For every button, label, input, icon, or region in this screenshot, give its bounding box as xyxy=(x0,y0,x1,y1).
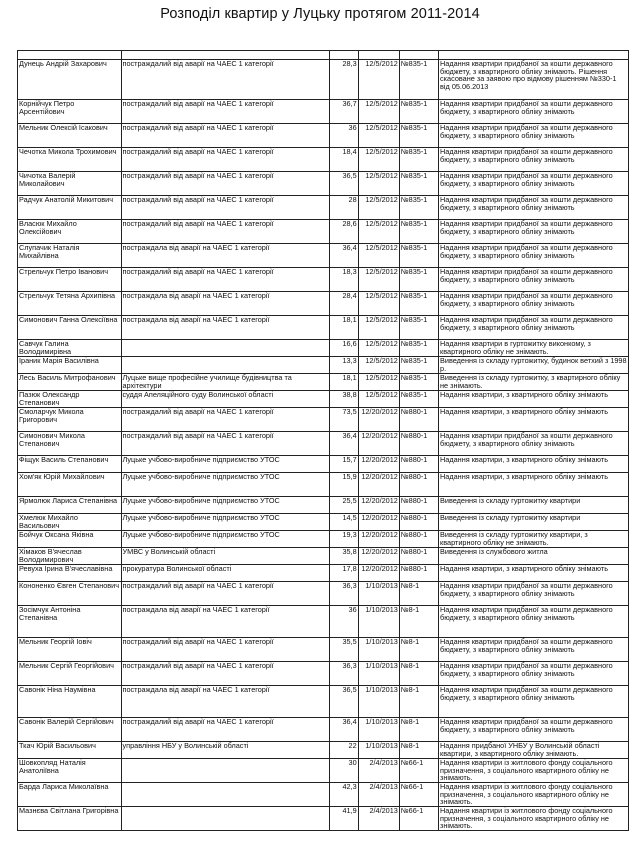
decision-number-cell: №880-1 xyxy=(399,432,438,456)
note-cell: Надання квартири придбаної за кошти державного бюджету, з квартирного обліку знімають xyxy=(439,662,629,686)
table-row xyxy=(18,357,629,374)
category-cell: постраждалий від аварії на ЧАЕС 1 категорії xyxy=(121,638,329,662)
category-cell xyxy=(121,340,329,357)
area-cell: 36 xyxy=(329,124,358,148)
decision-date-cell: 1/10/2013 xyxy=(358,662,399,686)
area-cell: 18,4 xyxy=(329,148,358,172)
table-row xyxy=(18,60,629,100)
decision-date-cell: 1/10/2013 xyxy=(358,582,399,606)
document-title: Розподіл квартир у Луцьку протягом 2011-2014 xyxy=(160,6,480,22)
decision-date-cell: 1/10/2013 xyxy=(358,606,399,638)
area-cell: 28,4 xyxy=(329,292,358,316)
decision-number-cell: №8-1 xyxy=(399,582,438,606)
header-cell xyxy=(18,51,122,60)
decision-number-cell: №835-1 xyxy=(399,60,438,100)
table-row xyxy=(18,196,629,220)
area-cell: 36 xyxy=(329,606,358,638)
table-row xyxy=(18,514,629,531)
resident-name-cell: Симонович Микола Степанович xyxy=(18,432,122,456)
resident-name-cell: Стрельчук Тетяна Архипівна xyxy=(18,292,122,316)
decision-number-cell: №835-1 xyxy=(399,172,438,196)
decision-number-cell: №8-1 xyxy=(399,662,438,686)
area-cell: 25,5 xyxy=(329,497,358,514)
table-row xyxy=(18,718,629,742)
note-cell: Надання квартири придбаної за кошти державного бюджету, з квартирного обліку знімають xyxy=(439,100,629,124)
area-cell: 38,8 xyxy=(329,391,358,408)
resident-name-cell: Ярмолюк Лариса Степанівна xyxy=(18,497,122,514)
resident-name-cell: Симонович Ганна Олексіївна xyxy=(18,316,122,340)
area-cell: 15,7 xyxy=(329,456,358,473)
note-cell: Надання придбаної УНБУ у Волинській області квартири, з квартирного обліку знімають. xyxy=(439,742,629,759)
note-cell: Надання квартири придбаної за кошти державного бюджету, з квартирного обліку знімають. Рішення скасоване за заявою про відмову рішенням №330-1 від 05.06.2013 xyxy=(439,60,629,100)
category-cell xyxy=(121,759,329,783)
area-cell: 17,8 xyxy=(329,565,358,582)
note-cell: Надання квартири придбаної за кошти державного бюджету, з квартирного обліку знімають xyxy=(439,292,629,316)
decision-number-cell: №880-1 xyxy=(399,548,438,565)
table-row xyxy=(18,742,629,759)
note-cell: Надання квартири придбаної за кошти державного бюджету, з квартирного обліку знімають xyxy=(439,316,629,340)
category-cell: УМВС у Волинській області xyxy=(121,548,329,565)
area-cell: 18,1 xyxy=(329,374,358,391)
note-cell: Виведення із складу гуртожитку, будинок ветхий з 1998 р. xyxy=(440,356,627,373)
decision-date-cell: 12/5/2012 xyxy=(358,220,399,244)
category-cell: постраждалий від аварії на ЧАЕС 1 категорії xyxy=(121,220,329,244)
note-cell: Надання квартири, з квартирного обліку знімають xyxy=(439,473,629,497)
category-cell: Луцьке учбово-виробниче підприємство УТОС xyxy=(121,531,329,548)
decision-date-cell: 2/4/2013 xyxy=(358,783,399,807)
decision-number-cell: №880-1 xyxy=(399,514,438,531)
decision-date-cell: 12/5/2012 xyxy=(358,340,399,357)
resident-name-cell: Радчук Анатолій Микитович xyxy=(18,196,122,220)
decision-date-cell: 12/20/2012 xyxy=(358,408,399,432)
header-cell xyxy=(329,51,358,60)
category-cell: постраждалий від аварії на ЧАЕС 1 категорії xyxy=(121,432,329,456)
category-cell: Луцьке вище професійне училище будівництва та архітектури xyxy=(121,374,329,391)
resident-name-cell: Корнійчук Петро Арсентійович xyxy=(18,100,122,124)
area-cell: 42,3 xyxy=(329,783,358,807)
decision-date-cell: 2/4/2013 xyxy=(358,807,399,831)
table-row xyxy=(18,548,629,565)
resident-name-cell: Ткач Юрій Васильович xyxy=(18,742,122,759)
decision-number-cell: №8-1 xyxy=(399,686,438,718)
decision-number-cell: №835-1 xyxy=(399,196,438,220)
area-cell: 35,8 xyxy=(329,548,358,565)
resident-name-cell: Власюк Михайло Олексійович xyxy=(18,220,122,244)
resident-name-cell: Савонік Валерій Сергійович xyxy=(18,718,122,742)
decision-number-cell: №66-1 xyxy=(399,759,438,783)
header-cell xyxy=(439,51,629,60)
category-cell: постраждалий від аварії на ЧАЕС 1 категорії xyxy=(121,718,329,742)
table-row xyxy=(18,497,629,514)
table-row xyxy=(18,807,629,831)
table-row xyxy=(18,148,629,172)
area-cell: 36,3 xyxy=(329,662,358,686)
area-cell: 28,6 xyxy=(329,220,358,244)
table-row xyxy=(18,456,629,473)
resident-name-cell: Барда Лариса Миколаївна xyxy=(18,783,122,807)
category-cell: постраждала від аварії на ЧАЕС 1 категорії xyxy=(121,244,329,268)
note-cell: Виведення із складу гуртожитку, з квартирного обліку не знімають. xyxy=(439,374,629,391)
decision-number-cell: №880-1 xyxy=(399,456,438,473)
area-cell: 18,1 xyxy=(329,316,358,340)
table-row xyxy=(18,759,629,783)
decision-date-cell: 12/20/2012 xyxy=(358,432,399,456)
resident-name-cell: Лесь Василь Митрофанович xyxy=(18,374,122,391)
decision-number-cell: №835-1 xyxy=(399,292,438,316)
area-cell: 19,3 xyxy=(329,531,358,548)
note-cell: Надання квартири придбаної за кошти державного бюджету, з квартирного обліку знімають xyxy=(439,124,629,148)
area-cell: 41,9 xyxy=(329,807,358,831)
table-row xyxy=(18,316,629,340)
resident-name-cell: Стрельчук Петро Іванович xyxy=(18,268,122,292)
decision-date-cell: 12/20/2012 xyxy=(358,514,399,531)
area-cell: 36,5 xyxy=(329,686,358,718)
category-cell: постраждалий від аварії на ЧАЕС 1 категорії xyxy=(121,408,329,432)
decision-date-cell: 12/20/2012 xyxy=(358,497,399,514)
table-row xyxy=(18,531,629,548)
note-cell: Надання квартири із житлового фонду соціального призначення, з соціального квартирного обліку не знімають. xyxy=(439,759,629,783)
resident-name-cell: Бойчук Оксана Яківна xyxy=(18,531,122,548)
note-cell: Виведення із складу гуртожитку квартири, з квартирного обліку не знімають. xyxy=(439,531,629,548)
resident-name-cell: Хом'як Юрій Михайлович xyxy=(18,473,122,497)
note-cell: Надання квартири придбаної за кошти державного бюджету, з квартирного обліку знімають xyxy=(439,718,629,742)
note-cell: Надання квартири придбаної за кошти державного бюджету, з квартирного обліку знімають xyxy=(439,220,629,244)
category-cell: постраждалий від аварії на ЧАЕС 1 категорії xyxy=(121,172,329,196)
resident-name-cell: Чечотка Микола Трохимович xyxy=(18,148,122,172)
resident-name-cell: Хмелюк Михайло Васильович xyxy=(18,514,122,531)
category-cell: постраждалий від аварії на ЧАЕС 1 категорії xyxy=(121,148,329,172)
area-cell: 13,3 xyxy=(329,357,358,374)
decision-date-cell: 12/20/2012 xyxy=(358,548,399,565)
decision-number-cell: №835-1 xyxy=(399,340,438,357)
note-cell: Надання квартири із житлового фонду соціального призначення, з соціального квартирного обліку не знімають. xyxy=(439,783,629,807)
note-cell: Надання квартири придбаної за кошти державного бюджету, з квартирного обліку знімають xyxy=(439,244,629,268)
category-cell: постраждалий від аварії на ЧАЕС 1 категорії xyxy=(121,268,329,292)
category-cell: Луцьке учбово-виробниче підприємство УТОС xyxy=(121,514,329,531)
resident-name-cell: Мельник Георгій Іовіч xyxy=(18,638,122,662)
decision-number-cell: №835-1 xyxy=(399,391,438,408)
category-cell: прокуратура Волинської області xyxy=(121,565,329,582)
category-cell: Луцьке учбово-виробниче підприємство УТОС xyxy=(121,497,329,514)
area-cell: 36,3 xyxy=(329,582,358,606)
table-row xyxy=(18,391,629,408)
decision-date-cell: 12/5/2012 xyxy=(358,172,399,196)
resident-name-cell: Смоларчук Микола Григорович xyxy=(18,408,122,432)
category-cell: Луцьке учбово-виробниче підприємство УТОС xyxy=(121,456,329,473)
decision-date-cell: 12/5/2012 xyxy=(358,292,399,316)
area-cell: 35,5 xyxy=(329,638,358,662)
note-cell: Надання квартири, з квартирного обліку знімають xyxy=(439,408,629,432)
table-row xyxy=(18,582,629,606)
category-cell: постраждалий від аварії на ЧАЕС 1 категорії xyxy=(121,196,329,220)
table-row xyxy=(18,432,629,456)
table-row xyxy=(18,606,629,638)
note-cell: Надання квартири, з квартирного обліку знімають xyxy=(439,456,629,473)
decision-number-cell: №880-1 xyxy=(399,565,438,582)
decision-number-cell: №835-1 xyxy=(399,148,438,172)
resident-name-cell: Дунець Андрій Захарович xyxy=(18,60,122,100)
decision-number-cell: №8-1 xyxy=(399,638,438,662)
note-cell: Надання квартири придбаної за кошти державного бюджету, з квартирного обліку знімають xyxy=(439,172,629,196)
allocation-table-body xyxy=(18,51,629,831)
allocation-table-container xyxy=(17,50,629,860)
table-row xyxy=(18,374,629,391)
area-cell: 36,5 xyxy=(329,172,358,196)
header-cell xyxy=(358,51,399,60)
table-row xyxy=(18,292,629,316)
area-cell: 22 xyxy=(329,742,358,759)
decision-number-cell: №66-1 xyxy=(399,783,438,807)
note-cell: Надання квартири в гуртожитку виконкому, з квартирного обліку не знімають. xyxy=(439,340,629,357)
category-cell: суддя Апеляційного суду Волинської області xyxy=(121,391,329,408)
decision-number-cell: №8-1 xyxy=(399,606,438,638)
category-cell: постраждала від аварії на ЧАЕС 1 категорії xyxy=(121,686,329,718)
note-cell: Надання квартири придбаної за кошти державного бюджету, з квартирного обліку знімають xyxy=(439,432,629,456)
header-cell xyxy=(121,51,329,60)
category-cell xyxy=(121,357,329,374)
decision-number-cell: №835-1 xyxy=(399,100,438,124)
decision-date-cell: 12/5/2012 xyxy=(358,374,399,391)
table-row xyxy=(18,783,629,807)
decision-number-cell: №835-1 xyxy=(399,220,438,244)
note-cell: Надання квартири придбаної за кошти державного бюджету, з квартирного обліку знімають xyxy=(439,148,629,172)
decision-number-cell: №835-1 xyxy=(399,244,438,268)
resident-name-cell: Мельник Сергій Георгійович xyxy=(18,662,122,686)
note-cell: Надання квартири, з квартирного обліку знімають xyxy=(439,391,629,408)
decision-number-cell: №66-1 xyxy=(399,807,438,831)
table-row xyxy=(18,565,629,582)
area-cell: 36,4 xyxy=(329,718,358,742)
note-cell: Надання квартири, з квартирного обліку знімають xyxy=(439,565,629,582)
decision-number-cell: №835-1 xyxy=(399,268,438,292)
decision-date-cell: 12/5/2012 xyxy=(358,196,399,220)
note-cell: Виведення із складу гуртожитку квартири xyxy=(439,497,629,514)
decision-date-cell: 12/5/2012 xyxy=(358,244,399,268)
area-cell: 36,4 xyxy=(329,432,358,456)
resident-name-cell: Зосімчук Антоніна Степанівна xyxy=(18,606,122,638)
category-cell: постраждалий від аварії на ЧАЕС 1 категорії xyxy=(121,124,329,148)
area-cell: 28 xyxy=(329,196,358,220)
decision-number-cell: №880-1 xyxy=(399,408,438,432)
category-cell: постраждала від аварії на ЧАЕС 1 категорії xyxy=(121,292,329,316)
decision-date-cell: 12/5/2012 xyxy=(358,148,399,172)
table-row xyxy=(18,172,629,196)
table-row xyxy=(18,473,629,497)
resident-name-cell: Слупачик Наталія Михайлівна xyxy=(18,244,122,268)
table-row xyxy=(18,638,629,662)
table-row xyxy=(18,686,629,718)
resident-name-cell: Шовкопляд Наталія Анатоліївна xyxy=(18,759,122,783)
decision-date-cell: 1/10/2013 xyxy=(358,686,399,718)
decision-date-cell: 12/5/2012 xyxy=(358,268,399,292)
decision-date-cell: 1/10/2013 xyxy=(358,718,399,742)
note-cell: Надання квартири придбаної за кошти державного бюджету, з квартирного обліку знімають xyxy=(439,638,629,662)
category-cell: постраждалий від аварії на ЧАЕС 1 категорії xyxy=(121,60,329,100)
decision-date-cell: 1/10/2013 xyxy=(358,638,399,662)
decision-number-cell: №835-1 xyxy=(399,316,438,340)
resident-name-cell: Пазюк Олександр Степанович xyxy=(18,391,122,408)
area-cell: 28,3 xyxy=(329,60,358,100)
resident-name-cell: Мазнєва Світлана Григорівна xyxy=(18,807,122,831)
decision-date-cell: 12/5/2012 xyxy=(358,100,399,124)
decision-number-cell: №835-1 xyxy=(399,124,438,148)
decision-date-cell: 12/20/2012 xyxy=(358,456,399,473)
decision-number-cell: №8-1 xyxy=(399,718,438,742)
area-cell: 14,5 xyxy=(329,514,358,531)
table-row xyxy=(18,340,629,357)
decision-date-cell: 12/20/2012 xyxy=(358,531,399,548)
category-cell: управління НБУ у Волинській області xyxy=(121,742,329,759)
table-row xyxy=(18,220,629,244)
decision-number-cell: №880-1 xyxy=(399,497,438,514)
decision-date-cell: 12/5/2012 xyxy=(358,316,399,340)
decision-date-cell: 12/5/2012 xyxy=(358,60,399,100)
header-cell xyxy=(399,51,438,60)
decision-date-cell: 12/5/2012 xyxy=(358,124,399,148)
decision-number-cell: №835-1 xyxy=(399,357,438,374)
category-cell: постраждала від аварії на ЧАЕС 1 категорії xyxy=(121,606,329,638)
category-cell xyxy=(121,783,329,807)
area-cell: 36,4 xyxy=(329,244,358,268)
area-cell: 15,9 xyxy=(329,473,358,497)
category-cell: постраждала від аварії на ЧАЕС 1 категорії xyxy=(121,316,329,340)
resident-name-cell: Іраник Марія Василівна xyxy=(18,357,122,374)
decision-date-cell: 2/4/2013 xyxy=(358,759,399,783)
area-cell: 18,3 xyxy=(329,268,358,292)
decision-date-cell: 12/5/2012 xyxy=(358,357,399,374)
decision-number-cell: №8-1 xyxy=(399,742,438,759)
decision-number-cell: №880-1 xyxy=(399,473,438,497)
note-cell: Виведення із складу гуртожитку квартири xyxy=(439,514,629,531)
table-row xyxy=(18,408,629,432)
decision-date-cell: 12/5/2012 xyxy=(358,391,399,408)
resident-name-cell: Савчук Галина Володимирівна xyxy=(18,340,122,357)
category-cell xyxy=(121,807,329,831)
table-row xyxy=(18,244,629,268)
note-cell: Надання квартири придбаної за кошти державного бюджету, з квартирного обліку знімають xyxy=(439,582,629,606)
table-row xyxy=(18,268,629,292)
category-cell: постраждалий від аварії на ЧАЕС 1 категорії xyxy=(121,582,329,606)
resident-name-cell: Ревуха Ірина В'ячеславівна xyxy=(18,565,122,582)
note-cell: Виведення із службового житла xyxy=(439,548,629,565)
resident-name-cell: Кононенко Євген Степанович xyxy=(18,582,122,606)
note-cell: Надання квартири придбаної за кошти державного бюджету, з квартирного обліку знімають xyxy=(439,268,629,292)
note-cell: Надання квартири придбаної за кошти державного бюджету, з квартирного обліку знімають xyxy=(439,686,629,718)
area-cell: 73,5 xyxy=(329,408,358,432)
resident-name-cell: Чичотка Валерій Миколайович xyxy=(18,172,122,196)
area-cell: 36,7 xyxy=(329,100,358,124)
category-cell: постраждалий від аварії на ЧАЕС 1 категорії xyxy=(121,100,329,124)
category-cell: Луцьке учбово-виробниче підприємство УТОС xyxy=(121,473,329,497)
note-cell: Надання квартири придбаної за кошти державного бюджету, з квартирного обліку знімають xyxy=(439,196,629,220)
allocation-table xyxy=(17,50,629,831)
note-cell: Надання квартири із житлового фонду соціального призначення, з соціального квартирного обліку не знімають. xyxy=(439,807,629,831)
decision-date-cell: 1/10/2013 xyxy=(358,742,399,759)
resident-name-cell: Фіщук Василь Степанович xyxy=(18,456,122,473)
table-row xyxy=(18,662,629,686)
table-row xyxy=(18,100,629,124)
area-cell: 30 xyxy=(329,759,358,783)
table-row xyxy=(18,124,629,148)
note-cell: Надання квартири придбаної за кошти державного бюджету, з квартирного обліку знімають xyxy=(439,606,629,638)
decision-number-cell: №880-1 xyxy=(399,531,438,548)
resident-name-cell: Хімаков В'ячеслав Володимирович xyxy=(18,548,122,565)
category-cell: постраждалий від аварії на ЧАЕС 1 категорії xyxy=(121,662,329,686)
table-header-row xyxy=(18,51,629,60)
decision-number-cell: №835-1 xyxy=(399,374,438,391)
resident-name-cell: Савонік Ніна Наумівна xyxy=(18,686,122,718)
resident-name-cell: Мельник Олексій Ісакович xyxy=(18,124,122,148)
decision-date-cell: 12/20/2012 xyxy=(358,565,399,582)
area-cell: 16,6 xyxy=(329,340,358,357)
decision-date-cell: 12/20/2012 xyxy=(358,473,399,497)
